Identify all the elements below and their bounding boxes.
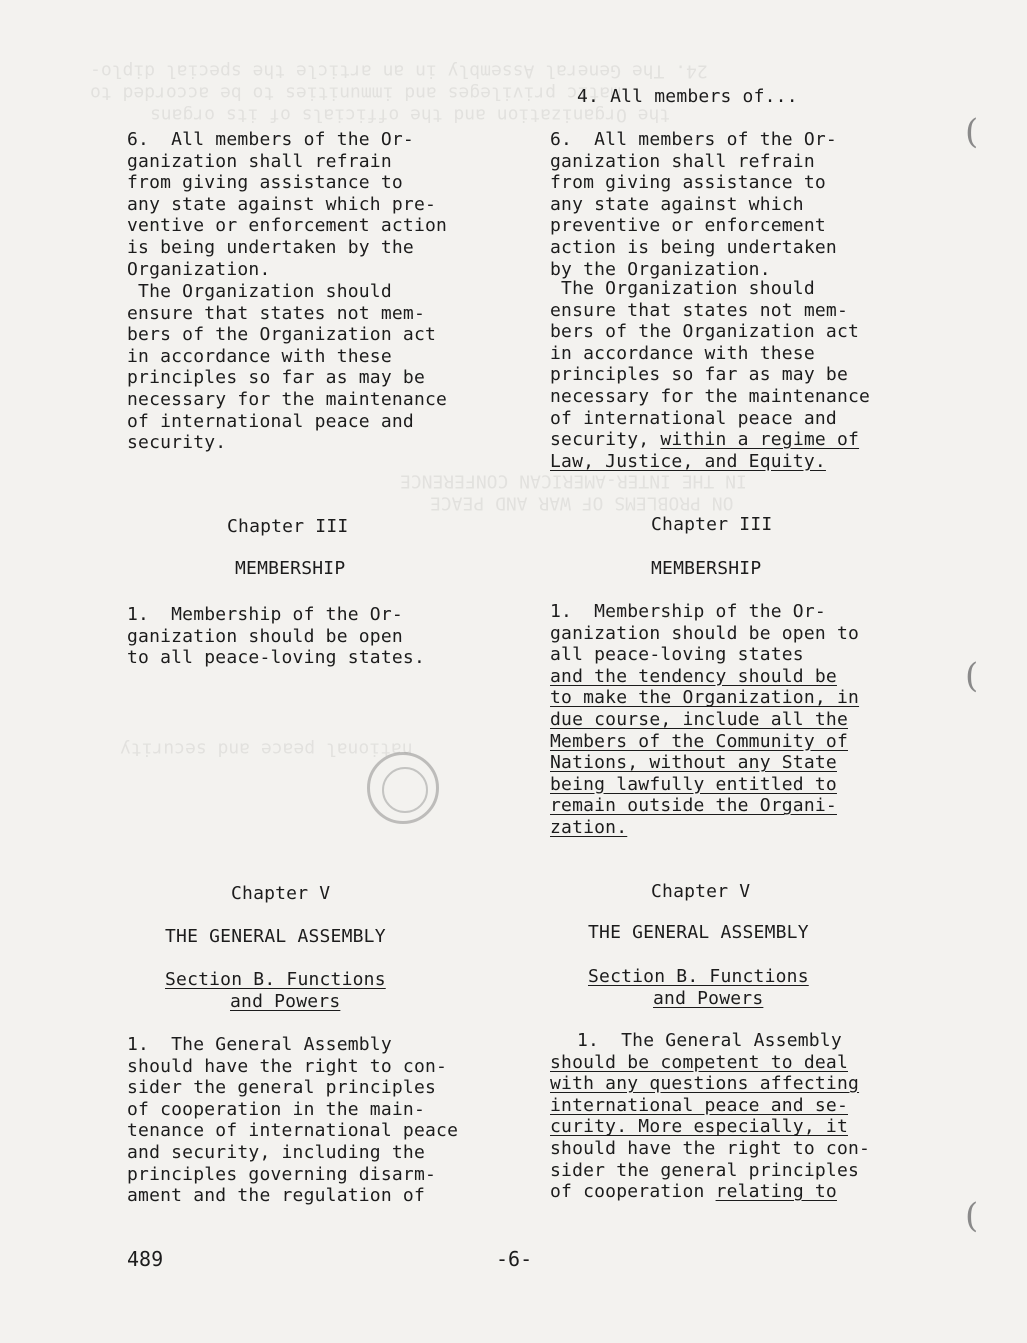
punch-hole-mark-icon: ( — [965, 656, 979, 696]
left-general-assembly-paragraph: 1. The General Assembly should have the right to con- sider the general principles of cooperation in the main- tenance of international peace and security, including the principles governing disarm- ament and the regulation of — [127, 1034, 459, 1207]
bleed-through-line: national peace and security — [120, 738, 413, 760]
right-general-assembly-heading: THE GENERAL ASSEMBLY — [588, 922, 809, 943]
punch-hole-mark-icon: ( — [965, 112, 979, 152]
left-chapter-iii-heading: Chapter III — [227, 516, 349, 537]
right-general-assembly-paragraph: 1. The General Assembly should be competent to deal with any questions affecting international peace and se- curity. More especially, it should have the right to con- sider the general principles of cooperation relating to — [550, 1030, 871, 1203]
left-paragraph-6-cont: The Organization should ensure that states not mem- bers of the Organization act in accordance with these principles so far as may be necessary for the maintenance of international peace and security. — [127, 281, 448, 454]
left-paragraph-6: 6. All members of the Or- ganization shall refrain from giving assistance to any state against which pre- ventive or enforcement action is being undertaken by the Organization. — [127, 129, 448, 280]
right-chapter-v-heading: Chapter V — [651, 881, 751, 902]
bleed-through-line: the Organization and the officials of its organs — [150, 104, 671, 126]
bleed-through-line: ON PROBLEMS OF WAR AND PEACE — [430, 492, 734, 514]
punch-hole-mark-icon: ( — [965, 1196, 979, 1236]
right-chapter-iii-heading: Chapter III — [651, 514, 773, 535]
right-paragraph-6: 6. All members of the Or- ganization shall refrain from giving assistance to any state against which preventive or enforcement action is being undertaken by the Organization. — [550, 129, 837, 280]
right-membership-heading: MEMBERSHIP — [651, 558, 762, 579]
bleed-through-line: 24. The General Assembly in an article the special diplo- — [90, 60, 708, 82]
left-membership-paragraph: 1. Membership of the Or- ganization should be open to all peace-loving states. — [127, 604, 425, 669]
right-membership-paragraph: 1. Membership of the Or- ganization should be open to all peace-loving states and the tendency should be to make the Organization, in due course, include all the Members of the Community of Nations, without any State being lawfully entitled to remain outside the Organi- zation. — [550, 601, 860, 838]
left-membership-heading: MEMBERSHIP — [235, 558, 346, 579]
right-paragraph-6-cont: The Organization should ensure that states not mem- bers of the Organization act in accordance with these principles so far as may be necessary for the maintenance of international peace and security, within a regime of Law, Justice, and Equity. — [550, 278, 871, 472]
left-chapter-v-heading: Chapter V — [231, 883, 331, 904]
left-general-assembly-heading: THE GENERAL ASSEMBLY — [165, 926, 386, 947]
document-number: 489 — [127, 1247, 164, 1271]
bleed-through-line: matic privileges and immunities to be accorded to — [90, 82, 622, 104]
right-paragraph-4: 4. All members of... — [577, 86, 798, 107]
right-section-b-heading: Section B. Functions and Powers — [588, 966, 809, 1009]
page-number: -6- — [496, 1247, 533, 1271]
bleed-through-line: IN THE INTER-AMERICAN CONFERENCE — [400, 470, 747, 492]
left-section-b-heading: Section B. Functions and Powers — [165, 969, 386, 1012]
library-stamp-icon — [367, 752, 439, 824]
